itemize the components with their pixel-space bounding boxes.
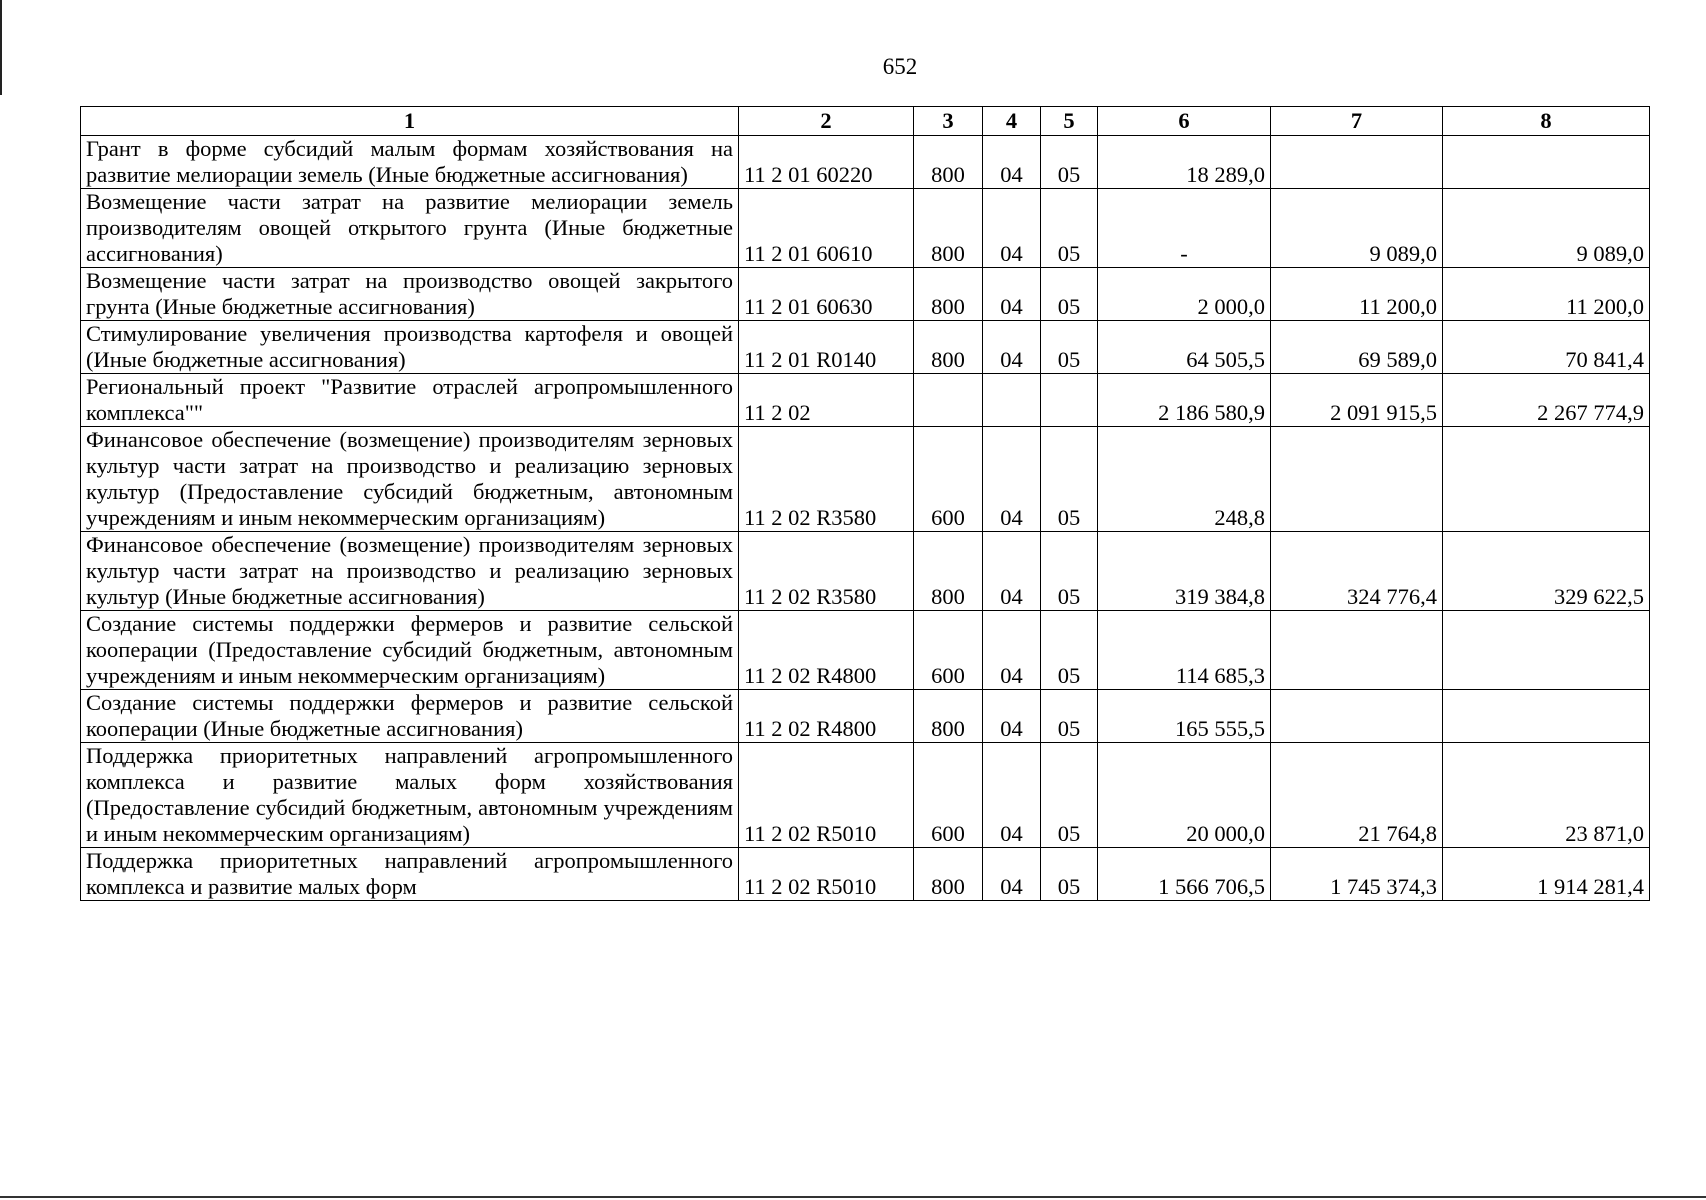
row-section: 04 — [983, 268, 1041, 321]
column-header-5: 5 — [1041, 107, 1098, 136]
row-amount-7: 2 091 915,5 — [1271, 374, 1443, 427]
row-amount-6: 2 000,0 — [1098, 268, 1271, 321]
row-amount-8: 23 871,0 — [1443, 743, 1650, 848]
row-amount-7: 9 089,0 — [1271, 189, 1443, 268]
row-subsection: 05 — [1041, 136, 1098, 189]
row-amount-6: 165 555,5 — [1098, 690, 1271, 743]
row-target-code: 11 2 02 R3580 — [739, 532, 914, 611]
table-row — [81, 268, 1650, 321]
row-name: Региональный проект "Развитие отраслей агропромышленного комплекса"" — [81, 374, 739, 427]
row-expense-type: 600 — [914, 611, 983, 690]
row-name: Создание системы поддержки фермеров и развитие сельской кооперации (Иные бюджетные ассигнования) — [81, 690, 739, 743]
row-expense-type: 600 — [914, 743, 983, 848]
row-section: 04 — [983, 690, 1041, 743]
row-name: Стимулирование увеличения производства картофеля и овощей (Иные бюджетные ассигнования) — [81, 321, 739, 374]
row-amount-6: - — [1098, 189, 1271, 268]
row-expense-type: 600 — [914, 427, 983, 532]
row-name: Поддержка приоритетных направлений агропромышленного комплекса и развитие малых форм хозяйствования (Предоставление субсидий бюджетным, автономным учреждениям и иным некоммерческим организациям) — [81, 743, 739, 848]
row-amount-7 — [1271, 690, 1443, 743]
row-expense-type: 800 — [914, 321, 983, 374]
row-amount-8: 329 622,5 — [1443, 532, 1650, 611]
row-subsection: 05 — [1041, 690, 1098, 743]
row-amount-7 — [1271, 611, 1443, 690]
table-row — [81, 189, 1650, 268]
row-expense-type — [914, 374, 983, 427]
row-subsection: 05 — [1041, 321, 1098, 374]
row-amount-7: 1 745 374,3 — [1271, 848, 1443, 901]
row-amount-8 — [1443, 136, 1650, 189]
row-amount-6: 1 566 706,5 — [1098, 848, 1271, 901]
row-amount-8: 70 841,4 — [1443, 321, 1650, 374]
row-expense-type: 800 — [914, 690, 983, 743]
row-name: Возмещение части затрат на производство овощей закрытого грунта (Иные бюджетные ассигнования) — [81, 268, 739, 321]
row-target-code: 11 2 02 R5010 — [739, 743, 914, 848]
row-subsection: 05 — [1041, 268, 1098, 321]
row-subsection: 05 — [1041, 848, 1098, 901]
row-target-code: 11 2 02 R4800 — [739, 690, 914, 743]
table-row — [81, 743, 1650, 848]
row-amount-6: 248,8 — [1098, 427, 1271, 532]
row-target-code: 11 2 02 R3580 — [739, 427, 914, 532]
row-subsection: 05 — [1041, 611, 1098, 690]
row-amount-7 — [1271, 427, 1443, 532]
row-subsection: 05 — [1041, 743, 1098, 848]
column-header-6: 6 — [1098, 107, 1271, 136]
table-row — [81, 690, 1650, 743]
table-header-row — [81, 107, 1650, 136]
row-amount-8 — [1443, 427, 1650, 532]
row-amount-6: 2 186 580,9 — [1098, 374, 1271, 427]
page-number: 652 — [882, 54, 918, 79]
row-amount-7: 21 764,8 — [1271, 743, 1443, 848]
table-row — [81, 532, 1650, 611]
row-section: 04 — [983, 321, 1041, 374]
row-amount-6: 18 289,0 — [1098, 136, 1271, 189]
row-name: Финансовое обеспечение (возмещение) производителям зерновых культур части затрат на производство и реализацию зерновых культур (Иные бюджетные ассигнования) — [81, 532, 739, 611]
row-section: 04 — [983, 532, 1041, 611]
row-section: 04 — [983, 136, 1041, 189]
column-header-8: 8 — [1443, 107, 1650, 136]
row-target-code: 11 2 02 — [739, 374, 914, 427]
row-amount-7: 324 776,4 — [1271, 532, 1443, 611]
table-row — [81, 321, 1650, 374]
row-name: Возмещение части затрат на развитие мелиорации земель производителям овощей открытого грунта (Иные бюджетные ассигнования) — [81, 189, 739, 268]
row-subsection: 05 — [1041, 532, 1098, 611]
row-amount-8: 11 200,0 — [1443, 268, 1650, 321]
row-amount-7: 11 200,0 — [1271, 268, 1443, 321]
row-target-code: 11 2 01 R0140 — [739, 321, 914, 374]
column-header-7: 7 — [1271, 107, 1443, 136]
row-name: Финансовое обеспечение (возмещение) производителям зерновых культур части затрат на производство и реализацию зерновых культур (Предоставление субсидий бюджетным, автономным учреждениям и иным некоммерческим организациям) — [81, 427, 739, 532]
scan-edge-left — [0, 0, 2, 95]
row-target-code: 11 2 01 60610 — [739, 189, 914, 268]
row-subsection: 05 — [1041, 427, 1098, 532]
table-row — [81, 374, 1650, 427]
budget-table — [80, 106, 1650, 901]
column-header-4: 4 — [983, 107, 1041, 136]
row-target-code: 11 2 01 60220 — [739, 136, 914, 189]
row-section: 04 — [983, 427, 1041, 532]
row-expense-type: 800 — [914, 136, 983, 189]
row-target-code: 11 2 02 R5010 — [739, 848, 914, 901]
table-row — [81, 427, 1650, 532]
row-target-code: 11 2 02 R4800 — [739, 611, 914, 690]
row-section — [983, 374, 1041, 427]
row-expense-type: 800 — [914, 848, 983, 901]
column-header-1: 1 — [81, 107, 739, 136]
row-expense-type: 800 — [914, 189, 983, 268]
row-section: 04 — [983, 848, 1041, 901]
row-subsection — [1041, 374, 1098, 427]
row-section: 04 — [983, 743, 1041, 848]
row-amount-6: 114 685,3 — [1098, 611, 1271, 690]
row-amount-6: 64 505,5 — [1098, 321, 1271, 374]
row-amount-7: 69 589,0 — [1271, 321, 1443, 374]
row-section: 04 — [983, 611, 1041, 690]
column-header-3: 3 — [914, 107, 983, 136]
row-name: Поддержка приоритетных направлений агропромышленного комплекса и развитие малых форм — [81, 848, 739, 901]
table-row — [81, 848, 1650, 901]
column-header-2: 2 — [739, 107, 914, 136]
row-amount-7 — [1271, 136, 1443, 189]
row-amount-6: 20 000,0 — [1098, 743, 1271, 848]
row-amount-8 — [1443, 611, 1650, 690]
row-expense-type: 800 — [914, 268, 983, 321]
row-name: Грант в форме субсидий малым формам хозяйствования на развитие мелиорации земель (Иные бюджетные ассигнования) — [81, 136, 739, 189]
row-amount-8: 2 267 774,9 — [1443, 374, 1650, 427]
table-row — [81, 611, 1650, 690]
row-subsection: 05 — [1041, 189, 1098, 268]
row-amount-6: 319 384,8 — [1098, 532, 1271, 611]
row-name: Создание системы поддержки фермеров и развитие сельской кооперации (Предоставление субсидий бюджетным, автономным учреждениям и иным некоммерческим организациям) — [81, 611, 739, 690]
row-expense-type: 800 — [914, 532, 983, 611]
scan-edge-bottom — [0, 1196, 1706, 1198]
row-amount-8: 1 914 281,4 — [1443, 848, 1650, 901]
table-row — [81, 136, 1650, 189]
row-amount-8: 9 089,0 — [1443, 189, 1650, 268]
row-target-code: 11 2 01 60630 — [739, 268, 914, 321]
row-section: 04 — [983, 189, 1041, 268]
row-amount-8 — [1443, 690, 1650, 743]
